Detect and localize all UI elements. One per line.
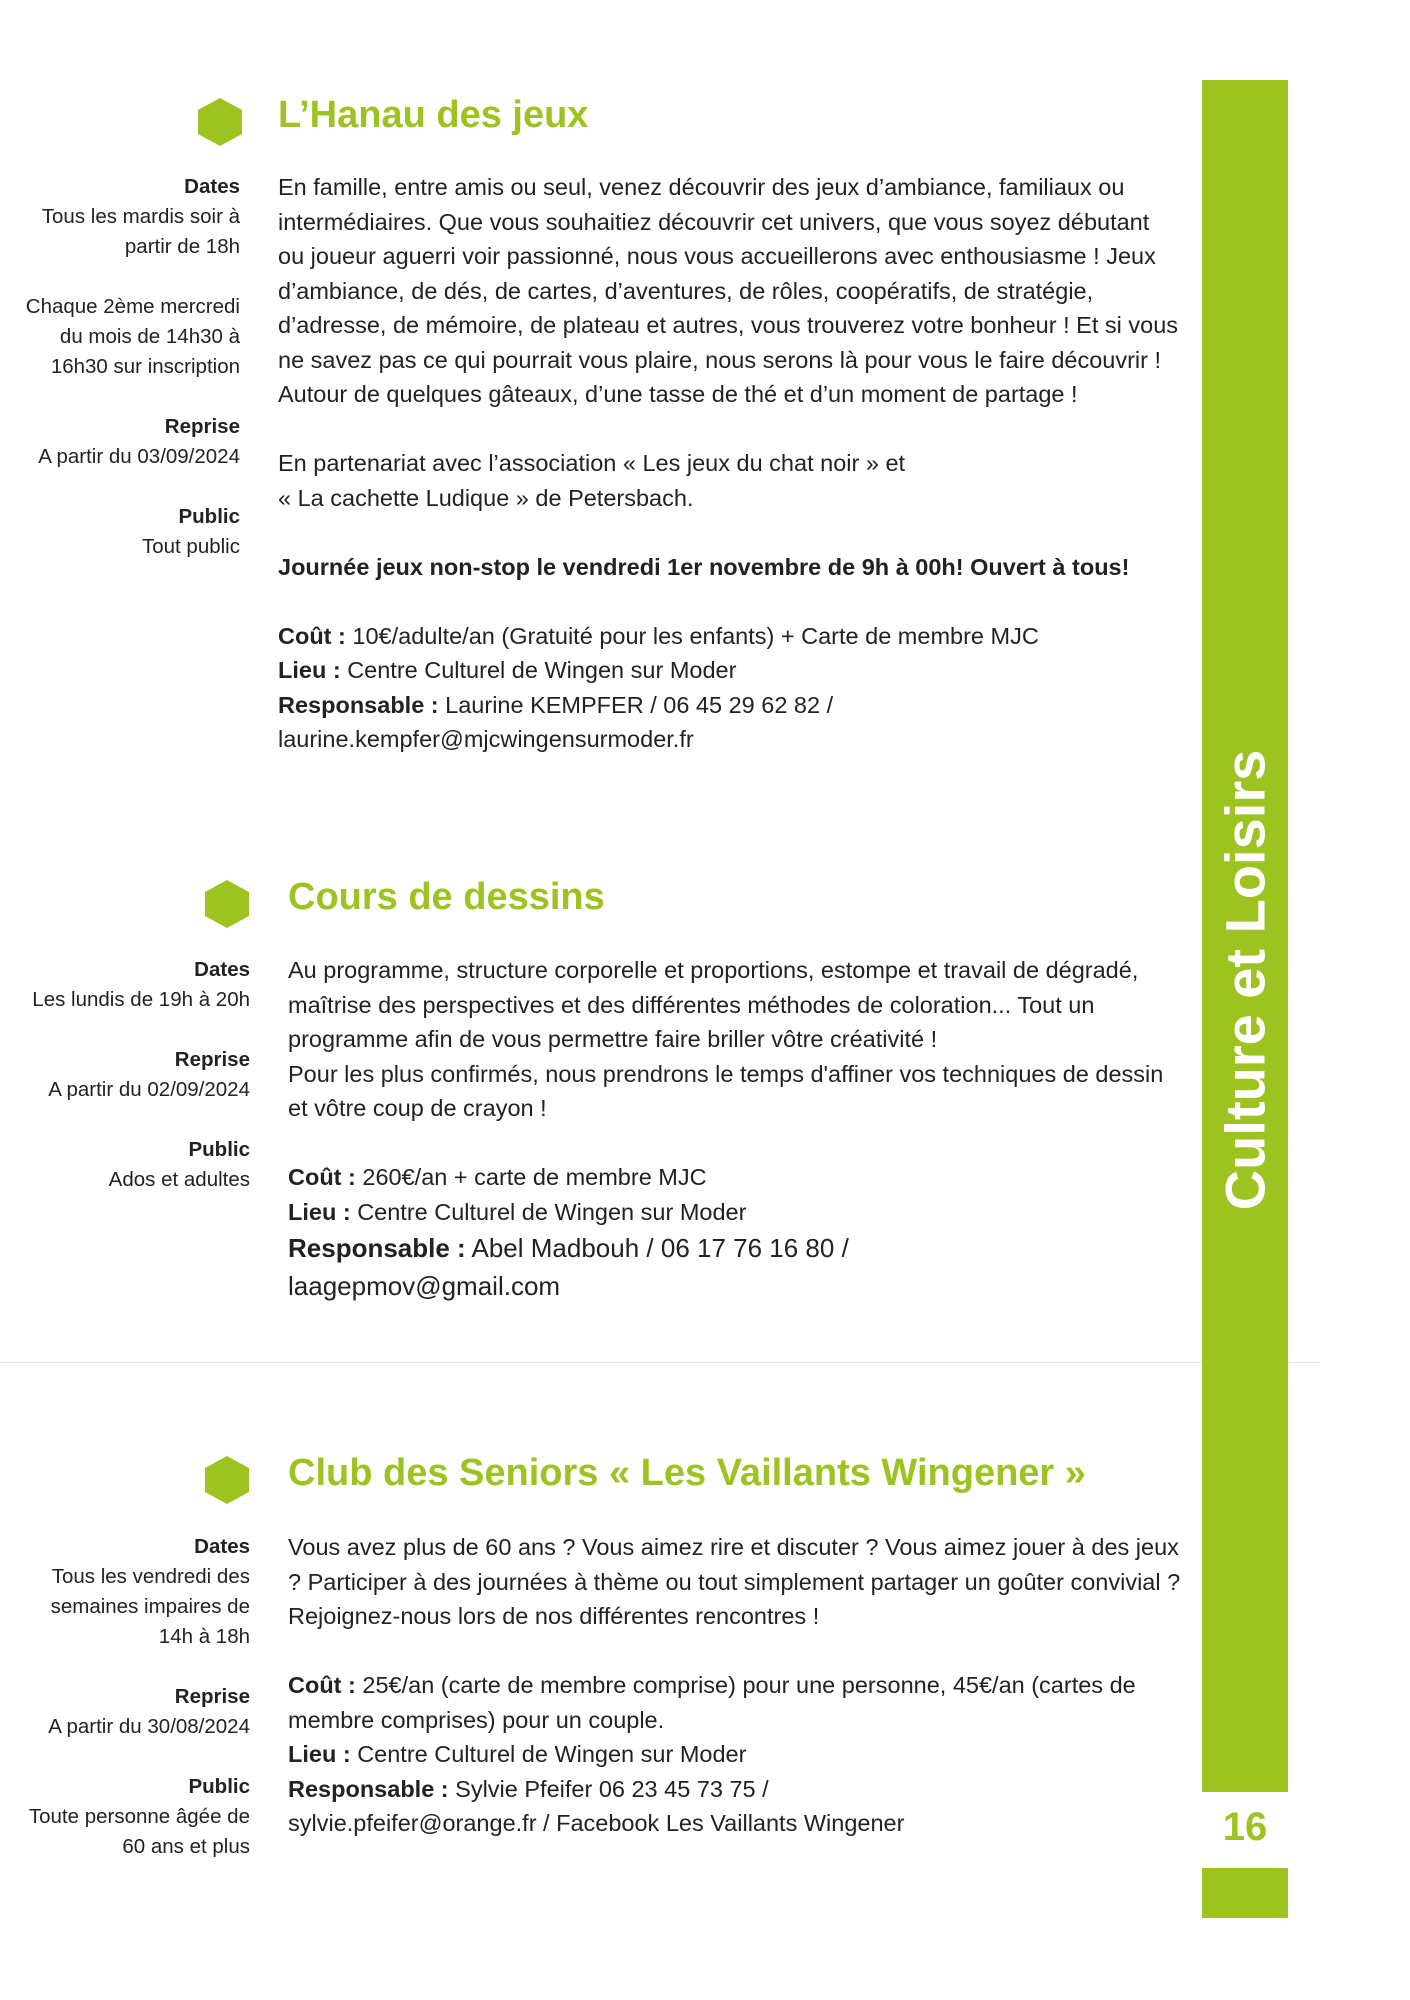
reprise-label: Reprise — [174, 1048, 250, 1071]
public-value: Toute personne âgée de — [28, 1805, 250, 1828]
description-paragraph: Pour les plus confirmés, nous prendrons le temps d'affiner vos techniques de dessin et vôtre coup de crayon ! — [288, 1060, 1164, 1121]
category-band-footer — [1202, 1868, 1288, 1918]
page-number: 16 — [1222, 1805, 1268, 1849]
dates-line: Tous les mardis soir à — [41, 205, 240, 228]
public-label: Public — [188, 1775, 250, 1798]
description-paragraph: En famille, entre amis ou seul, venez découvrir des jeux d’ambiance, familiaux ou intermédiaires. Que vous souhaitiez découvrir cet univers, que vous soyez débutant ou joueur aguerri voir passionné, nous vous accueillerons avec enthousiasme ! Jeux d’ambiance, de dés, de cartes, d’aventures, de rôles, coopératifs, de stratégie, d’adresse, de mémoire, de plateau et autres, vous trouverez votre bonheur ! Et si vous ne savez pas ce qui pourrait vous plaire, nous serons là pour vous le faire découvrir ! — [278, 174, 1179, 373]
cost-value: 260€/an + carte de membre MJC — [355, 1164, 707, 1190]
cost-value: 10€/adulte/an (Gratuité pour les enfants) + Carte de membre MJC — [345, 622, 1039, 649]
section-2-sidebar — [0, 955, 250, 1195]
public-label: Public — [178, 505, 240, 528]
dates-line: 16h30 sur inscription — [50, 355, 240, 378]
public-value: Ados et adultes — [108, 1168, 250, 1191]
highlight-announcement: Journée jeux non-stop le vendredi 1er novembre de 9h à 00h! Ouvert à tous! — [278, 553, 1130, 580]
section-2-body — [288, 953, 1178, 1305]
reprise-label: Reprise — [174, 1685, 250, 1708]
contact-value: Sylvie Pfeifer 06 23 45 73 75 / — [448, 1775, 769, 1802]
reprise-label: Reprise — [164, 415, 240, 438]
section-3-hexagon-icon — [205, 1456, 249, 1504]
description-paragraph: Autour de quelques gâteaux, d’une tasse de thé et d’un moment de partage ! — [278, 381, 1078, 407]
dates-line: Tous les vendredi des — [51, 1565, 250, 1588]
category-label: Culture et Loisirs — [1213, 749, 1277, 1211]
description-paragraph: Au programme, structure corporelle et proportions, estompe et travail de dégradé, maîtrise des perspectives et des différentes méthodes de coloration... Tout un programme afin de vous permettre faire briller vôtre créativité ! — [288, 957, 1139, 1052]
dates-label: Dates — [194, 958, 250, 981]
public-label: Public — [188, 1138, 250, 1161]
cost-value: 25€/an (carte de membre comprise) pour une personne, 45€/an (cartes de membre comprises) pour un couple. — [288, 1672, 1136, 1733]
dates-line: partir de 18h — [124, 235, 240, 258]
section-3-sidebar — [0, 1532, 250, 1862]
dates-line: semaines impaires de — [50, 1595, 250, 1618]
location-value: Centre Culturel de Wingen sur Moder — [340, 657, 737, 683]
dates-label: Dates — [184, 175, 240, 198]
section-3-body — [288, 1530, 1188, 1841]
public-value: 60 ans et plus — [122, 1835, 250, 1858]
location-value: Centre Culturel de Wingen sur Moder — [350, 1198, 747, 1225]
dates-line: du mois de 14h30 à — [59, 325, 240, 348]
partnership-line: « La cachette Ludique » de Petersbach. — [278, 484, 694, 511]
location-label: Lieu : — [278, 657, 341, 683]
contact-label: Responsable : — [288, 1233, 466, 1263]
reprise-value: A partir du 02/09/2024 — [48, 1078, 250, 1101]
contact-email: laagepmov@gmail.com — [288, 1271, 561, 1301]
description-paragraph: Vous avez plus de 60 ans ? Vous aimez rire et discuter ? Vous aimez jouer à des jeux ? Participer à des journées à thème ou tout simplement partager un goûter convivial ? Rejoignez-nous lors de nos différentes rencontres ! — [288, 1534, 1181, 1629]
contact-value: Abel Madbouh / 06 17 76 16 80 / — [465, 1233, 849, 1263]
cost-label: Coût : — [288, 1164, 356, 1190]
section-3-title: Club des Seniors « Les Vaillants Wingener » — [288, 1452, 1086, 1494]
contact-email: sylvie.pfeifer@orange.fr / Facebook Les Vaillants Wingener — [288, 1810, 905, 1836]
contact-label: Responsable : — [278, 691, 439, 718]
location-label: Lieu : — [288, 1741, 351, 1767]
contact-label: Responsable : — [288, 1775, 449, 1802]
reprise-value: A partir du 30/08/2024 — [48, 1715, 250, 1738]
contact-value: Laurine KEMPFER / 06 45 29 62 82 / — [438, 691, 834, 718]
cost-label: Coût : — [288, 1672, 356, 1698]
dates-line: Les lundis de 19h à 20h — [32, 988, 250, 1011]
section-1-sidebar — [0, 172, 240, 562]
section-1-body — [278, 170, 1178, 757]
section-2-title: Cours de dessins — [288, 876, 605, 918]
location-label: Lieu : — [288, 1198, 351, 1225]
section-1-title: L’Hanau des jeux — [278, 94, 589, 136]
reprise-value: A partir du 03/09/2024 — [38, 445, 240, 468]
section-divider — [0, 1362, 1320, 1363]
partnership-line: En partenariat avec l’association « Les jeux du chat noir » et — [278, 450, 906, 476]
dates-line: Chaque 2ème mercredi — [25, 295, 240, 318]
location-value: Centre Culturel de Wingen sur Moder — [350, 1741, 747, 1767]
public-value: Tout public — [141, 535, 240, 558]
section-2-hexagon-icon — [205, 880, 249, 928]
dates-line: 14h à 18h — [158, 1625, 250, 1648]
cost-label: Coût : — [278, 622, 346, 649]
contact-email: laurine.kempfer@mjcwingensurmoder.fr — [278, 726, 694, 752]
dates-label: Dates — [194, 1535, 250, 1558]
section-1-hexagon-icon — [198, 98, 242, 146]
